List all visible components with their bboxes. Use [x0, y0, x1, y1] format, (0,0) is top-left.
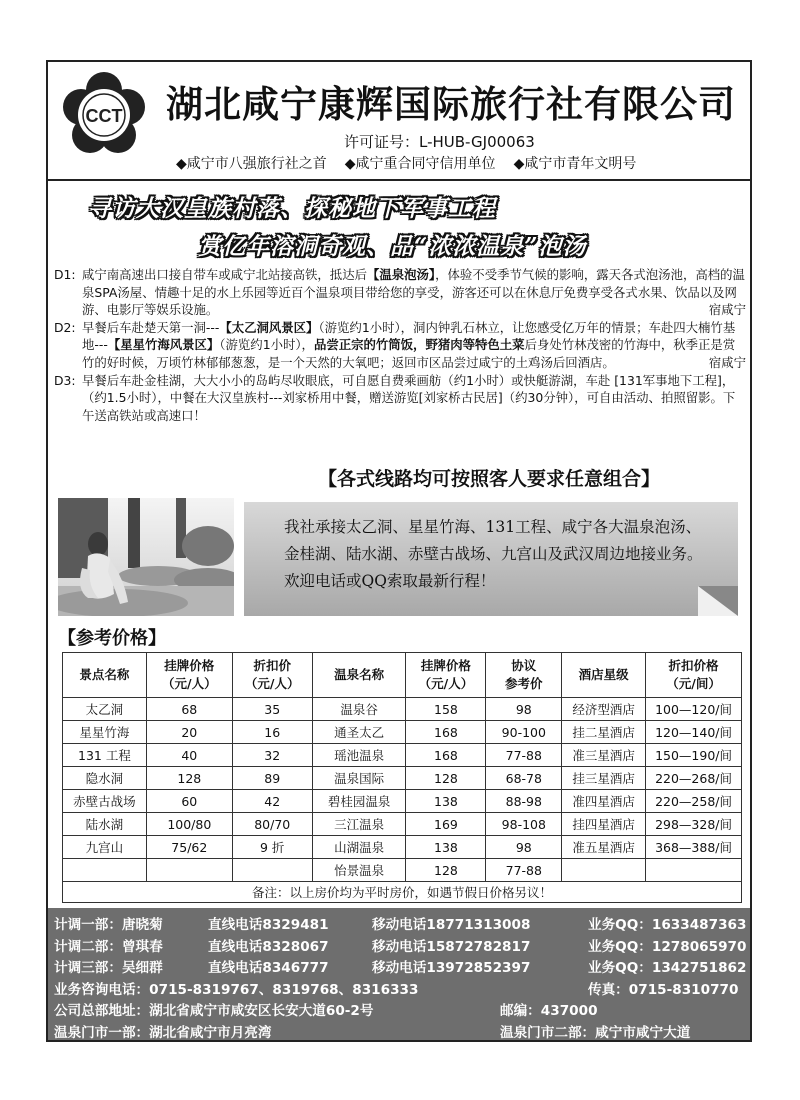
itinerary: [54, 266, 746, 424]
table-cell: 35: [232, 698, 312, 721]
day-text-part: 早餐后车赴楚天第一洞---: [82, 319, 220, 335]
honor-item: ◆咸宁市八强旅行社之首: [176, 156, 327, 172]
table-cell: 168: [406, 721, 486, 744]
table-cell: 三江温泉: [312, 813, 406, 836]
table-cell: 89: [232, 767, 312, 790]
table-cell: 98: [486, 836, 562, 859]
table-cell: 温泉谷: [312, 698, 406, 721]
contact-field: 邮编：437000: [500, 1003, 598, 1019]
table-row: [63, 767, 742, 790]
company-name: 湖北咸宁康辉国际旅行社有限公司: [166, 83, 736, 126]
table-cell: 68: [146, 698, 232, 721]
table-cell: [646, 859, 742, 882]
contact-field: 移动电话13972852397: [372, 960, 531, 976]
column-header: 酒店星级: [562, 653, 646, 698]
table-cell: [232, 859, 312, 882]
day-label: D2:: [54, 319, 76, 335]
table-cell: 赤壁古战场: [63, 790, 147, 813]
table-cell: 168: [406, 744, 486, 767]
table-cell: 158: [406, 698, 486, 721]
table-cell: 挂三星酒店: [562, 767, 646, 790]
itinerary-day: [54, 319, 746, 372]
day-text: [82, 372, 746, 425]
table-cell: 60: [146, 790, 232, 813]
table-cell: 怡景温泉: [312, 859, 406, 882]
table-cell: 80/70: [232, 813, 312, 836]
day-label: D3:: [54, 372, 76, 388]
day-text-part: 早餐后车赴金桂湖，大大小小的岛屿尽收眼底，可自愿自费乘画舫（约1小时）或快艇游湖，车赴 [131军事地下工程]，（约1.5小时），中餐在大汉皇族村---刘家桥用中餐，赠送游览[刘家桥古民居]（约30分钟），可自由活动、拍照留影。下午送高铁站或高速口！: [82, 372, 736, 423]
table-cell: 瑶池温泉: [312, 744, 406, 767]
flyer: [46, 60, 752, 1042]
contact-row: [54, 935, 747, 955]
column-header: 景点名称: [63, 653, 147, 698]
honor-item: ◆咸宁市青年文明号: [513, 156, 637, 172]
table-cell: 368—388/间: [646, 836, 742, 859]
table-cell: 88-98: [486, 790, 562, 813]
table-cell: [562, 859, 646, 882]
table-cell: 星星竹海: [63, 721, 147, 744]
contact-field: 直线电话8329481: [208, 917, 329, 933]
table-cell: 九宫山: [63, 836, 147, 859]
contact-row: [54, 999, 744, 1019]
table-cell: 100/80: [146, 813, 232, 836]
table-cell: 山湖温泉: [312, 836, 406, 859]
table-body: [63, 698, 742, 903]
column-header: 挂牌价格 （元/人）: [406, 653, 486, 698]
day-text-part: 后身处竹林茂密的竹海中，秋季正是赏竹的好时候，万顷竹林郁郁葱葱，是一个天然的大氧吧；返回市区品尝过咸宁的土鸡汤后回酒店。: [82, 337, 736, 370]
slogan-line-2: 赏亿年溶洞奇观、品“浓浓温泉”泡汤: [198, 233, 587, 260]
table-cell: 150—190/间: [646, 744, 742, 767]
contact-field: 计调一部：唐晓菊: [54, 917, 163, 933]
table-cell: 温泉国际: [312, 767, 406, 790]
column-header: 折扣价 （元/人）: [232, 653, 312, 698]
table-cell: 太乙洞: [63, 698, 147, 721]
highlight-text: 【温泉泡汤】: [366, 267, 436, 282]
table-cell: 77-88: [486, 859, 562, 882]
page-curl: [698, 586, 738, 616]
day-text: [82, 266, 746, 319]
table-row: [63, 744, 742, 767]
table-cell: 298—328/间: [646, 813, 742, 836]
contact-block: [48, 908, 750, 1042]
day-text-part: （游览约1小时），: [219, 337, 314, 353]
table-cell: 128: [146, 767, 232, 790]
day-text: [82, 319, 746, 372]
table-cell: 120—140/间: [646, 721, 742, 744]
overnight-location: 宿咸宁: [708, 354, 746, 370]
license-number: 许可证号：L-HUB-GJ00063: [344, 133, 535, 151]
contact-row: [54, 978, 744, 998]
contact-field: 业务QQ：1633487363: [588, 917, 747, 933]
slogan-line-1: 寻访大汉皇族村落、探秘地下军事工程: [88, 195, 496, 222]
table-cell: 9 折: [232, 836, 312, 859]
contact-field: 移动电话15872782817: [372, 938, 531, 955]
contact-field: 移动电话18771313008: [372, 917, 531, 933]
contact-field: 业务咨询电话：0715-8319767、8319768、8316333: [54, 981, 419, 998]
overnight-location: 宿咸宁: [708, 302, 746, 318]
table-cell: 准五星酒店: [562, 836, 646, 859]
table-cell: 碧桂园温泉: [312, 790, 406, 813]
table-header-row: [63, 653, 742, 698]
day-label: D1:: [54, 267, 76, 282]
remark-row: [63, 882, 742, 903]
table-cell: 通圣太乙: [312, 721, 406, 744]
table-cell: 40: [146, 744, 232, 767]
contact-field: 直线电话8346777: [208, 960, 329, 976]
contact-field: 公司总部地址：湖北省咸宁市咸安区长安大道60-2号: [54, 1003, 374, 1019]
promo-note: [244, 502, 738, 616]
contact-field: 计调二部：曾琪春: [54, 938, 163, 955]
contact-field: 温泉门市二部：咸宁市咸宁大道: [500, 1024, 691, 1041]
table-cell: 经济型酒店: [562, 698, 646, 721]
itinerary-day: [54, 266, 746, 319]
contact-row: [54, 1021, 744, 1041]
table-cell: 131 工程: [63, 744, 147, 767]
table-cell: [146, 859, 232, 882]
table-cell: 准三星酒店: [562, 744, 646, 767]
table-cell: 100—120/间: [646, 698, 742, 721]
contact-field: 直线电话8328067: [208, 938, 329, 955]
table-row: [63, 836, 742, 859]
day-text-part: （游览约1小时），洞内钟乳石林立，让您感受亿万年的情景；车赴四大楠竹基地---: [82, 319, 736, 353]
price-table: [62, 652, 742, 903]
table-cell: 128: [406, 859, 486, 882]
logo-text: CCT: [85, 106, 123, 126]
highlight-text: 品尝正宗的竹筒饭，野猪肉等特色土菜: [313, 337, 525, 353]
contact-row: [54, 956, 747, 976]
combo-note: 【各式线路均可按照客人要求任意组合】: [318, 468, 661, 490]
table-cell: 98-108: [486, 813, 562, 836]
table-cell: 220—258/间: [646, 790, 742, 813]
contact-field: 业务QQ：1278065970: [588, 938, 747, 955]
contact-field: 业务QQ：1342751862: [588, 960, 747, 976]
table-cell: 90-100: [486, 721, 562, 744]
table-cell: 75/62: [146, 836, 232, 859]
table-row: [63, 698, 742, 721]
honors-list: [176, 153, 636, 173]
table-cell: [63, 859, 147, 882]
table-cell: 挂四星酒店: [562, 813, 646, 836]
table-cell: 169: [406, 813, 486, 836]
itinerary-day: [54, 372, 746, 425]
table-cell: 98: [486, 698, 562, 721]
table-cell: 128: [406, 767, 486, 790]
table-row: [63, 813, 742, 836]
contact-field: 温泉门市一部：湖北省咸宁市月亮湾: [54, 1024, 272, 1041]
contact-field: 计调三部：吴细群: [54, 960, 163, 976]
price-heading: 【参考价格】: [58, 628, 166, 649]
hot-spring-photo: [58, 498, 234, 616]
table-cell: 隐水洞: [63, 767, 147, 790]
table-cell: 挂二星酒店: [562, 721, 646, 744]
table-row: [63, 790, 742, 813]
table-cell: 77-88: [486, 744, 562, 767]
column-header: 温泉名称: [312, 653, 406, 698]
table-cell: 138: [406, 836, 486, 859]
table-cell: 准四星酒店: [562, 790, 646, 813]
highlight-text: 【星星竹海风景区】: [107, 337, 220, 353]
table-cell: 16: [232, 721, 312, 744]
day-text-part: ，体验不受季节气候的影响，露天各式泡汤池，高档的温泉SPA汤屋、情趣十足的水上乐园等近百个温泉项目带给您的享受，游客还可以在休息厅免费享受各式水果、饮品以及网游、电影厅等娱乐设施。: [82, 267, 745, 318]
column-header: 协议 参考价: [486, 653, 562, 698]
table-cell: 20: [146, 721, 232, 744]
table-row: [63, 859, 742, 882]
table-cell: 42: [232, 790, 312, 813]
table-cell: 陆水湖: [63, 813, 147, 836]
table-cell: 220—268/间: [646, 767, 742, 790]
table-remark: 备注：以上房价均为平时房价，如遇节假日价格另议！: [63, 882, 742, 903]
table-cell: 138: [406, 790, 486, 813]
column-header: 折扣价格 （元/间）: [646, 653, 742, 698]
honor-item: ◆咸宁重合同守信用单位: [344, 156, 496, 172]
day-text-part: 咸宁南高速出口接自带车或咸宁北站接高铁，抵达后: [82, 267, 367, 282]
company-logo: [58, 70, 150, 158]
contact-field: 传真：0715-8310770: [588, 981, 739, 998]
table-cell: 32: [232, 744, 312, 767]
header-divider: [48, 179, 750, 181]
table-cell: 68-78: [486, 767, 562, 790]
column-header: 挂牌价格 （元/人）: [146, 653, 232, 698]
promo-band: [58, 498, 738, 616]
table-row: [63, 721, 742, 744]
highlight-text: 【太乙洞风景区】: [219, 319, 319, 335]
promo-text: 我社承接太乙洞、星星竹海、131工程、咸宁各大温泉泡汤、金桂湖、陆水湖、赤壁古战场、九宫山及武汉周边地接业务。欢迎电话或QQ索取最新行程！: [284, 518, 703, 590]
contact-row: [54, 913, 747, 933]
